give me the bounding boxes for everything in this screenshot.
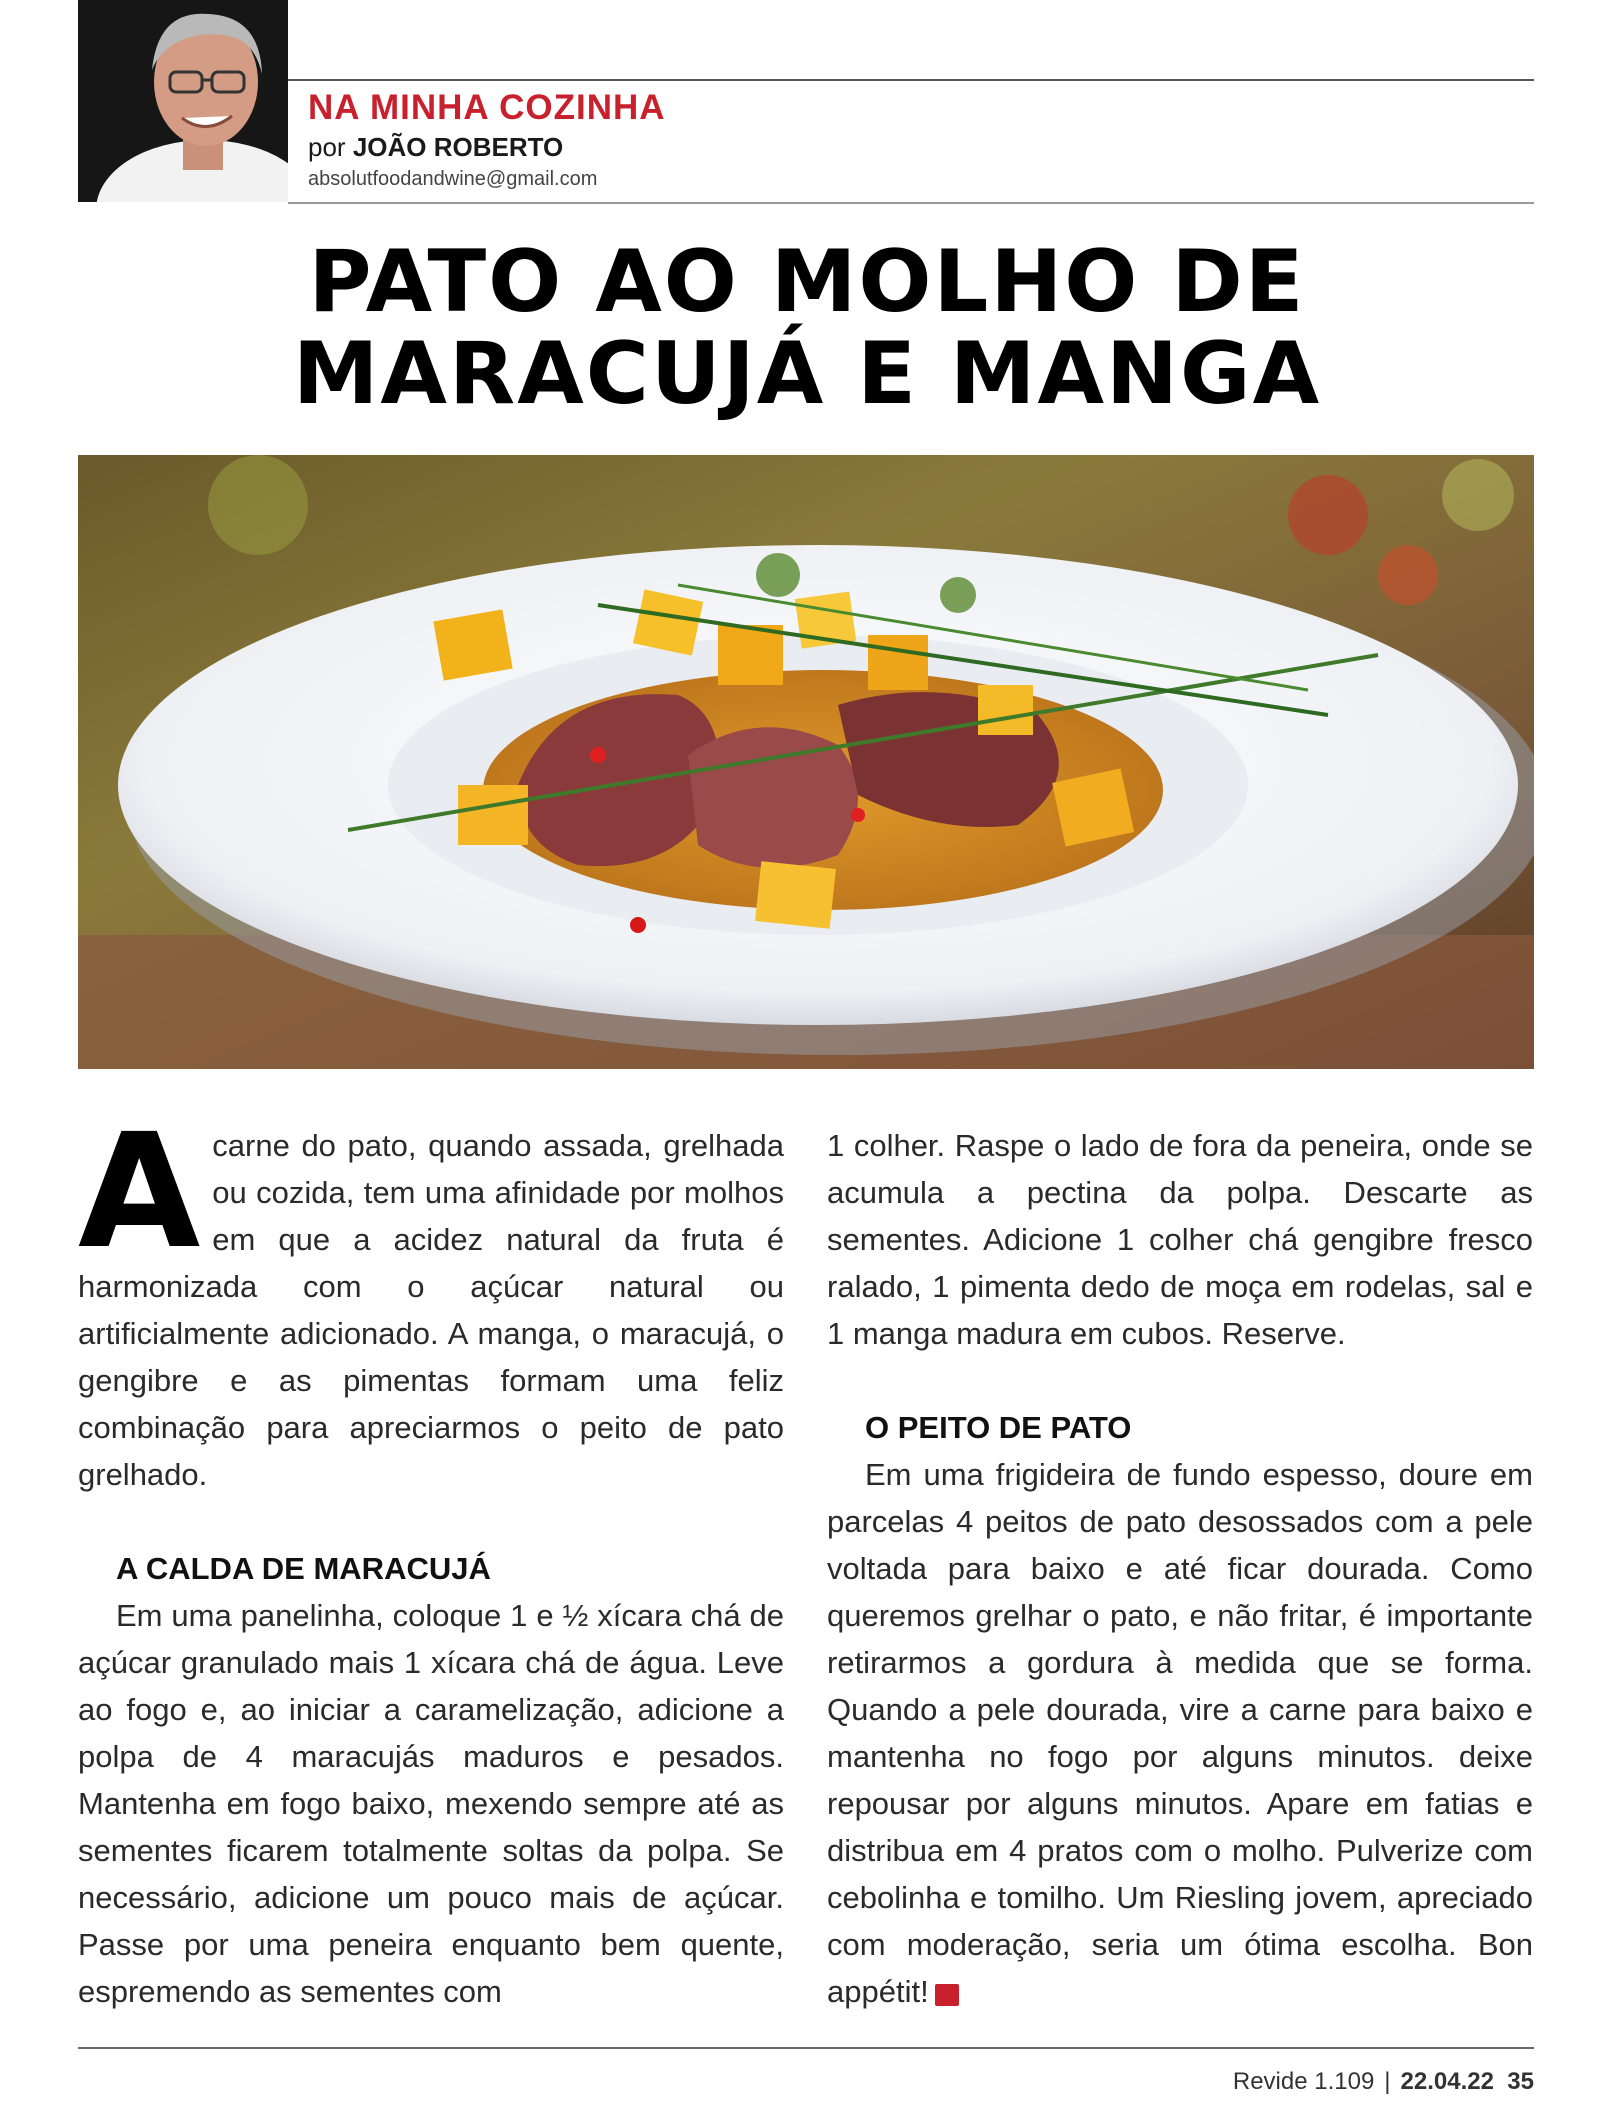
author-photo — [78, 0, 288, 202]
byline-prefix: por — [308, 132, 346, 162]
author-portrait-image — [78, 0, 288, 202]
drop-cap: A — [78, 1100, 201, 1284]
byline — [308, 132, 563, 163]
headline-line-2: MARACUJÁ E MANGA — [292, 324, 1322, 424]
intro-text: carne do pato, quando assada, grelhada ou cozida, tem uma afinidade por molhos em que a acidez natural da fruta é harmonizada com o açúcar natural ou artificialmente adicionado. A manga, o maracujá, o gengibre e as pimentas formam uma feliz combinação para apreciarmos o peito de pato grelhado. — [78, 1128, 784, 1492]
headline-line-1: PATO AO MOLHO DE — [308, 232, 1306, 332]
header-rule-bottom — [288, 202, 1534, 204]
column-name: NA MINHA COZINHA — [308, 88, 666, 127]
paragraph-gap — [827, 1357, 1533, 1404]
dish-image — [78, 455, 1534, 1069]
author-email: absolutfoodandwine@gmail.com — [308, 168, 598, 190]
section-title-calda: A CALDA DE MARACUJÁ — [116, 1551, 491, 1586]
article-column-left — [78, 1100, 784, 2015]
headline — [0, 232, 1614, 424]
section-text-peito — [827, 1451, 1533, 2015]
section-title-peito: O PEITO DE PATO — [865, 1410, 1132, 1445]
author-name: JOÃO ROBERTO — [352, 132, 564, 162]
dish-photo — [78, 455, 1534, 1069]
end-mark-icon: R — [935, 1984, 959, 2006]
issue-date: 22.04.22 — [1400, 2068, 1494, 2095]
page-number: 35 — [1507, 2068, 1534, 2095]
section-text-calda: Em uma panelinha, coloque 1 e ½ xícara chá de açúcar granulado mais 1 xícara chá de água. Leve ao fogo e, ao iniciar a caramelização, adicione a polpa de 4 maracujás maduros e pesados. Mantenha em fogo baixo, mexendo sempre até as sementes ficarem totalmente soltas da polpa. Se necessário, adicione um pouco mais de açúcar. Passe por uma peneira enquanto bem quente, espremendo as sementes com — [78, 1598, 784, 2009]
header-rule-top — [288, 79, 1534, 81]
page-footer — [1233, 2068, 1534, 2096]
paragraph-gap — [78, 1498, 784, 1545]
article-intro — [78, 1100, 784, 1498]
magazine-issue: Revide 1.109 — [1232, 2068, 1375, 2095]
footer-rule — [78, 2047, 1534, 2049]
section-text-peito-body: Em uma frigideira de fundo espesso, doure em parcelas 4 peitos de pato desossados com a pele voltada para baixo e até ficar dourada. Como queremos grelhar o pato, e não fritar, é importante retirarmos a gordura à medida que se forma. Quando a pele dourada, vire a carne para baixo e mantenha no fogo por alguns minutos. deixe repousar por alguns minutos. Apare em fatias e distribua em 4 pratos com o molho. Pulverize com cebolinha e tomilho. Um Riesling jovem, apreciado com moderação, seria um ótima escolha. Bon appétit! — [827, 1457, 1533, 2009]
section-text-calda-continued: 1 colher. Raspe o lado de fora da peneira, onde se acumula a pectina da polpa. Descarte as sementes. Adicione 1 colher chá gengibre fresco ralado, 1 pimenta dedo de moça em rodelas, sal e 1 manga madura em cubos. Reserve. — [827, 1128, 1533, 1351]
footer-separator: | — [1384, 2068, 1391, 2095]
article-column-right — [827, 1122, 1533, 2015]
